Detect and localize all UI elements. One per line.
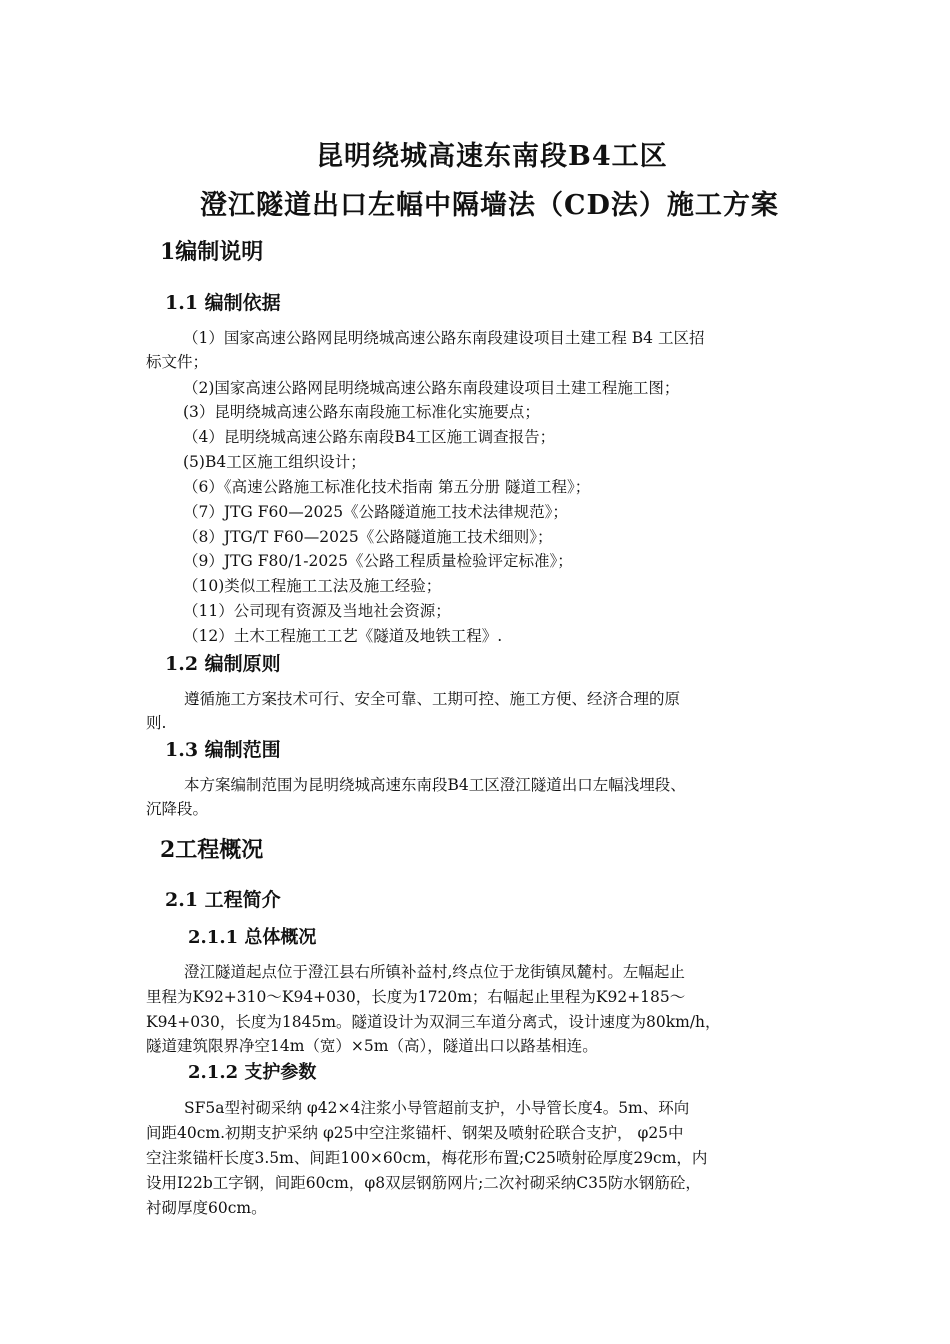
principle-line: 则. [146, 714, 167, 732]
support-line: 衬砌厚度60cm。 [146, 1199, 267, 1217]
basis-item: （9）JTG F80/1-2025《公路工程质量检验评定标准》； [183, 552, 573, 570]
support-line: SF5a型衬砌采纳 φ42×4注浆小导管超前支护，小导管长度4。5m、环向 [184, 1099, 690, 1117]
section-2-1-1-heading: 2.1.1 总体概况 [188, 927, 317, 948]
section-1-2-heading: 1.2 编制原则 [165, 653, 281, 675]
basis-item: （4）昆明绕城高速公路东南段B4工区施工调查报告； [183, 428, 556, 446]
basis-item: （1）国家高速公路网昆明绕城高速公路东南段建设项目土建工程 B4 工区招 [183, 329, 705, 347]
section-2-heading: 2工程概况 [160, 837, 264, 863]
basis-item: 标文件； [146, 353, 209, 371]
overview-line: 隧道建筑限界净空14m（宽）×5m（高），隧道出口以路基相连。 [146, 1037, 598, 1055]
basis-item: （6）《高速公路施工标准化技术指南 第五分册 隧道工程》； [183, 478, 591, 496]
basis-item: （11）公司现有资源及当地社会资源； [183, 602, 451, 620]
basis-item: （10)类似工程施工工法及施工经验； [183, 577, 442, 595]
support-line: 间距40cm.初期支护采纳 φ25中空注浆锚杆、钢架及喷射砼联合支护， φ25中 [146, 1124, 684, 1142]
basis-item: （8）JTG/T F60—2025《公路隧道施工技术细则》； [183, 528, 553, 546]
basis-item: （2)国家高速公路网昆明绕城高速公路东南段建设项目土建工程施工图； [183, 379, 680, 397]
title-line-2: 澄江隧道出口左幅中隔墙法（CD法）施工方案 [200, 190, 779, 221]
scope-line: 沉降段。 [146, 800, 209, 818]
support-line: 设用I22b工字钢，间距60cm，φ8双层钢筋网片;二次衬砌采纳C35防水钢筋砼， [146, 1174, 701, 1192]
basis-item: (5)B4工区施工组织设计； [183, 453, 366, 471]
section-1-heading: 1编制说明 [160, 239, 264, 265]
basis-item: （7）JTG F60—2025《公路隧道施工技术法律规范》； [183, 503, 568, 521]
basis-item: (3）昆明绕城高速公路东南段施工标准化实施要点； [183, 403, 540, 421]
section-1-1-heading: 1.1 编制依据 [165, 292, 281, 314]
section-2-1-heading: 2.1 工程简介 [165, 889, 281, 911]
overview-line: K94+030，长度为1845m。隧道设计为双洞三车道分离式，设计速度为80km/h， [146, 1013, 721, 1031]
support-line: 空注浆锚杆长度3.5m、间距100×60cm，梅花形布置;C25喷射砼厚度29cm，内 [146, 1149, 708, 1167]
overview-line: 里程为K92+310～K94+030，长度为1720m；右幅起止里程为K92+185～ [146, 988, 686, 1006]
basis-item: （12）土木工程施工工艺《隧道及地铁工程》. [183, 627, 503, 645]
overview-line: 澄江隧道起点位于澄江县右所镇补益村,终点位于龙街镇凤麓村。左幅起止 [184, 963, 685, 981]
section-2-1-2-heading: 2.1.2 支护参数 [188, 1062, 317, 1083]
scope-line: 本方案编制范围为昆明绕城高速东南段B4工区澄江隧道出口左幅浅埋段、 [184, 776, 686, 794]
title-line-1: 昆明绕城高速东南段B4工区 [316, 141, 668, 172]
principle-line: 遵循施工方案技术可行、安全可靠、工期可控、施工方便、经济合理的原 [184, 690, 681, 708]
section-1-3-heading: 1.3 编制范围 [165, 739, 281, 761]
